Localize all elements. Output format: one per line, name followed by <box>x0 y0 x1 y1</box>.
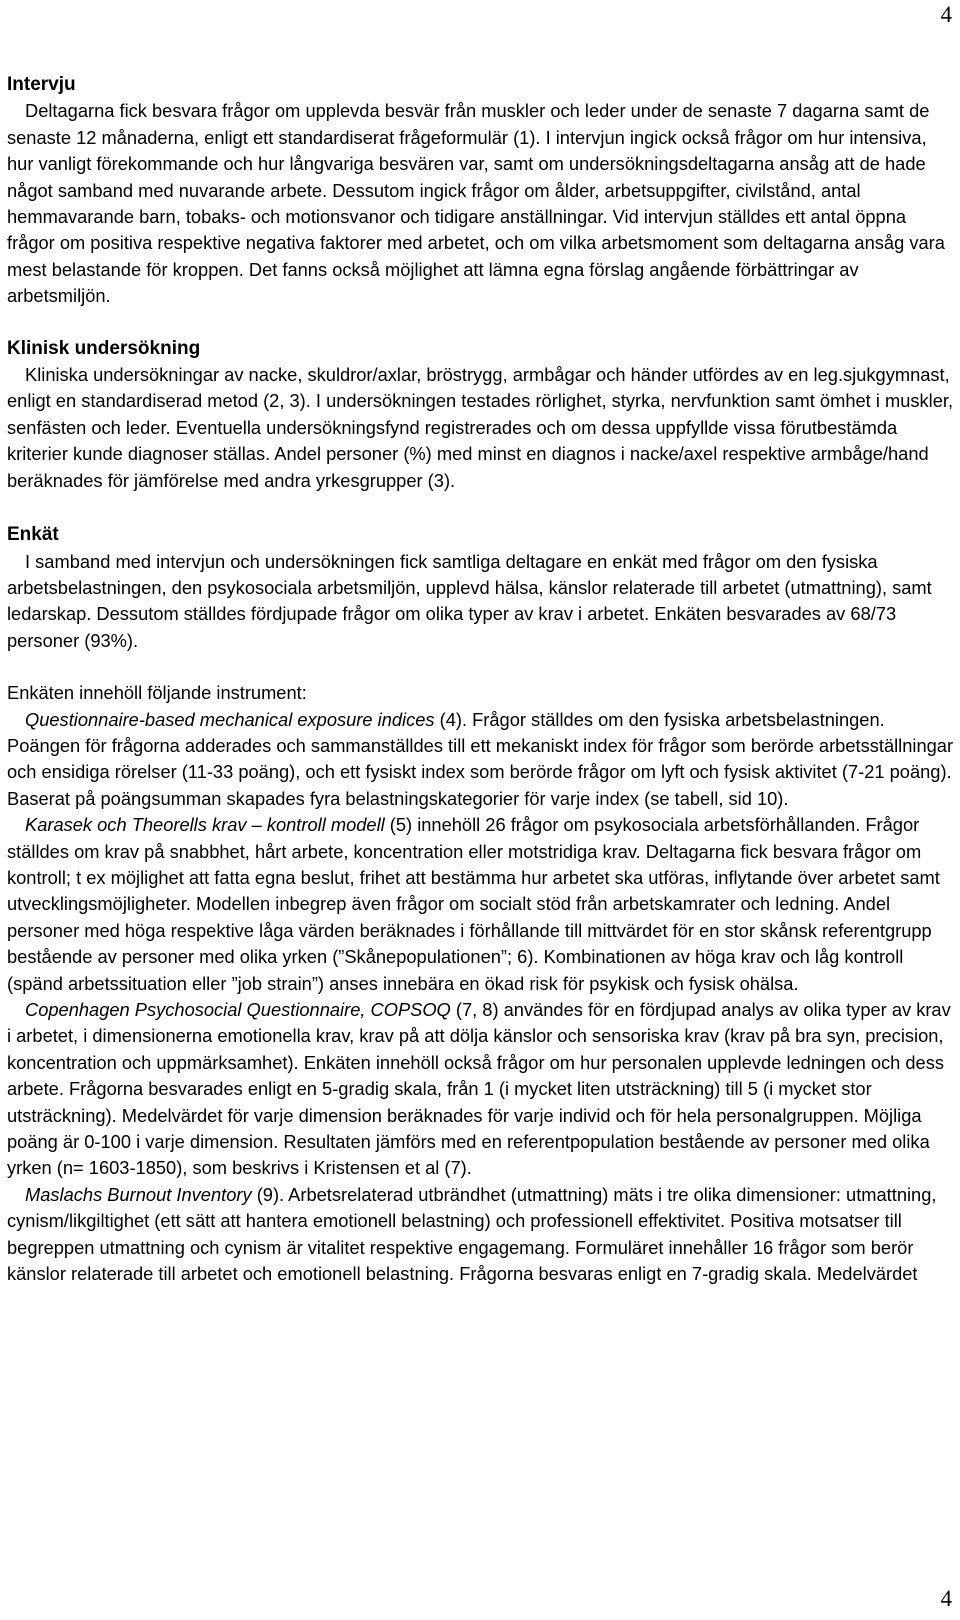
heading-intervju: Intervju <box>7 74 76 95</box>
document-body <box>7 72 957 1287</box>
mbi-title: Maslachs Burnout Inventory <box>25 1183 252 1205</box>
instrument-intro: Enkäten innehöll följande instrument: <box>7 682 307 704</box>
heading-enkat: Enkät <box>7 524 59 546</box>
paragraph-karasek <box>7 812 957 997</box>
heading-klinisk-undersokning: Klinisk undersökning <box>7 337 201 359</box>
mbi-text: (9). Arbetsrelaterad utbrändhet (utmattning) mäts i tre olika dimensioner: utmattning, cynism/likgiltighet (ett sätt att hantera emotionell belastning) och professionell effektivitet. Positiva motsatser till begreppen utmattning och cynism är vitalitet respektive engagemang. Formuläret innehåller 16 frågor som berör känslor relaterade till arbetet och emotionell belastning. Frågorna besvaras enligt en 7-gradig skala. Medelvärdet <box>7 1183 937 1285</box>
paragraph-mbi <box>7 1182 957 1288</box>
page-number-bottom: 4 <box>940 1586 952 1611</box>
qbme-text: (4). Frågor ställdes om den fysiska arbetsbelastningen. Poängen för frågorna adderades och sammanställdes till ett mekaniskt index för frågor som berörde arbetsställningar och ensidiga rörelser (11-33 poäng), och ett fysiskt index som berörde frågor om lyft och fysisk aktivitet (7-21 poäng). Baserat på poängsumman skapades fyra belastningskategorier för varje index (se tabell, sid 10). <box>7 708 954 809</box>
paragraph-intervju: Deltagarna fick besvara frågor om upplevda besvär från muskler och leder under de senaste 7 dagarna samt de senaste 12 månaderna, enligt ett standardiserat frågeformulär (1). I intervjun ingick också frågor om hur intensiva, hur vanligt förekommande och hur långvariga besvären var, samt om undersökningsdeltagarna ansåg att de hade något samband med nuvarande arbete. Dessutom ingick frågor om ålder, arbetsuppgifter, civilstånd, antal hemmavarande barn, tobaks- och motionsvanor och tidigare anställningar. Vid intervjun ställdes ett antal öppna frågor om positiva respektive negativa faktorer med arbetet, och om vilka arbetsmoment som deltagarna ansåg vara mest belastande för kroppen. Det fanns också möjlighet att lämna egna förslag angående förbättringar av arbetsmiljön. <box>7 100 945 307</box>
paragraph-klinisk-undersokning: Kliniska undersökningar av nacke, skuldror/axlar, bröstrygg, armbågar och händer utfördes av en leg.sjukgymnast, enligt en standardiserad metod (2, 3). I undersökningen testades rörlighet, styrka, nervfunktion samt ömhet i muskler, senfästen och leder. Eventuella undersökningsfynd registrerades och om dessa uppfyllde vissa förutbestämda kriterier kunde diagnoser ställas. Andel personer (%) med minst en diagnos i nacke/axel respektive armbåge/hand beräknades för jämförelse med andra yrkesgrupper (3). <box>7 364 954 491</box>
karasek-text: (5) innehöll 26 frågor om psykosociala arbetsförhållanden. Frågor ställdes om krav på snabbhet, hårt arbete, koncentration eller motstridiga krav. Deltagarna fick besvara frågor om kontroll; t ex möjlighet att fatta egna beslut, frihet att bestämma hur arbetet ska utföras, inflytande över arbetet samt utvecklingsmöjligheter. Modellen inbegrep även frågor om socialt stöd från arbetskamrater och ledning. Andel personer med höga respektive låga värden beräknades i förhållande till mittvärdet för en stor skånsk referentgrupp bestående av personer med olika yrken (”Skånepopulationen”; 6). Kombinationen av höga krav och låg kontroll (spänd arbetssituation eller ”job strain”) anses innebära en ökad risk för psykisk och fysisk ohälsa. <box>7 814 940 994</box>
copsoq-text: (7, 8) användes för en fördjupad analys av olika typer av krav i arbetet, i dimensionerna emotionella krav, krav på att dölja känslor och sensoriska krav (krav på bra syn, precision, koncentration och uppmärksamhet). Enkäten innehöll också frågor om hur personalen upplevde ledningen och dess arbete. Frågorna besvarades enligt en 5-gradig skala, från 1 (i mycket liten utsträckning) till 5 (i mycket stor utsträckning). Medelvärdet för varje dimension beräknades för varje individ och för hela personalgruppen. Möjliga poäng är 0-100 i varje dimension. Resultaten jämförs med en referentpopulation bestående av personer med olika yrken (n= 1603-1850), som beskrivs i Kristensen et al (7). <box>7 999 951 1179</box>
paragraph-qbme <box>7 707 957 813</box>
karasek-title: Karasek och Theorells krav – kontroll modell <box>25 814 385 836</box>
paragraph-copsoq <box>7 997 957 1182</box>
page-number-top: 4 <box>940 2 952 27</box>
paragraph-enkat: I samband med intervjun och undersökningen fick samtliga deltagare en enkät med frågor om den fysiska arbetsbelastningen, den psykosociala arbetsmiljön, upplevd hälsa, känslor relaterade till arbetet (utmattning), samt ledarskap. Dessutom ställdes fördjupade frågor om olika typer av krav i arbetet. Enkäten besvarades av 68/73 personer (93%). <box>7 550 932 651</box>
qbme-title: Questionnaire-based mechanical exposure indices <box>25 708 435 730</box>
copsoq-title: Copenhagen Psychosocial Questionnaire, COPSOQ <box>25 999 451 1020</box>
